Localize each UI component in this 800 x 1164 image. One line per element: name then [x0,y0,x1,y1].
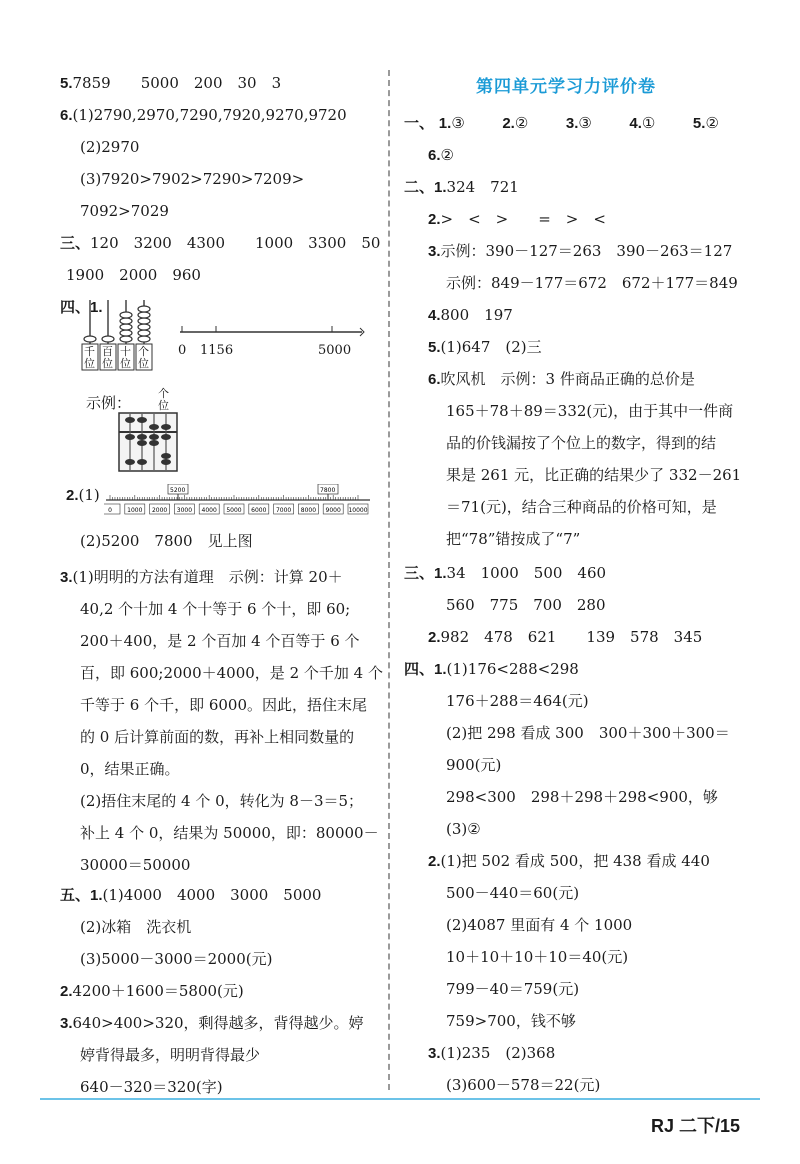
section-5-q1: 五、1.(1)4000 4000 3000 5000 [60,886,322,904]
right-3-1-line2: 560 775 700 280 [446,596,606,614]
number-line-2-mark-label: 7000 [275,507,292,514]
right-4-1-2-line2: 900(元) [446,756,502,774]
right-4-2-2-line3: 799－40＝759(元) [446,980,580,998]
answer-4-3-line7: 0，结果正确。 [80,760,180,778]
number-line-1-end: 5000 [318,343,352,358]
right-2-5: 5.(1)647 (2)三 [428,338,542,356]
number-line-2-mark-label: 0 [108,507,112,514]
answer-4-3-2-line2: 补上 4 个 0，结果为 50000，即：80000－ [80,824,379,842]
section-3: 三、120 3200 4300 1000 3300 50 [60,234,381,252]
answer-4-3-line6: 的 0 后计算前面的数，再补上相同数量的 [80,728,355,746]
number-line-2-mark-label: 5000 [226,507,242,514]
right-4-2-2: (2)4087 里面有 4 个 1000 [446,916,633,934]
footer-rule [40,1098,760,1100]
example-label: 示例： [86,394,132,412]
right-3-2: 2.982 478 621 139 578 345 [428,628,703,646]
right-4-2-2-line4: 759>700，钱不够 [446,1012,576,1030]
number-line-2-box-1-value: 5200 [170,487,186,494]
section-5-q3-line3: 640－320＝320(字) [80,1078,223,1096]
right-2-2: 2.> < > = > < [428,210,606,228]
abacus-2-label: 个位 [158,387,169,412]
right-4-1-line2: 176＋288＝464(元) [446,692,589,710]
right-2-6: 6.吹风机 示例：3 件商品正确的总价是 [428,370,695,388]
abacus-label-hundreds: 百位 [102,345,113,370]
abacus-label-tens: 十位 [120,345,131,370]
right-2-6-line6: 把“78”错按成了“7” [446,530,581,548]
number-line-2-mark-label: 1000 [127,507,143,514]
right-2-6-line5: ＝71(元)，结合三种商品的价格可知，是 [446,498,717,516]
section-5-q1-2: (2)冰箱 洗衣机 [80,918,192,936]
number-line-2-mark-label: 2000 [151,507,168,514]
right-2-4: 4.800 197 [428,306,513,324]
abacus-label-ones: 个位 [138,345,149,370]
right-section-1: 一、 1.③ 2.② 3.③ 4.① 5.② [404,114,719,132]
right-2-3-line2: 示例：849－177＝672 672＋177＝849 [446,274,738,292]
answer-4-3-line4: 百，即 600;2000＋4000，是 2 个千加 4 个 [80,664,383,682]
answer-4-3-2: (2)捂住末尾的 4 个 0，转化为 8－3＝5； [80,792,364,810]
right-2-6-line2: 165＋78＋89＝332(元)，由于其中一件商 [446,402,734,420]
right-2-6-line3: 品的价钱漏按了个位上的数字，得到的结 [446,434,717,452]
right-4-2-line2: 500－440＝60(元) [446,884,580,902]
answer-4-3-2-line3: 30000＝50000 [80,856,191,874]
number-line-2-mark-label: 6000 [251,507,267,514]
answer-4-3-line5: 千等于 6 个千，即 6000。因此，捂住末尾 [80,696,368,714]
right-4-1-3: (3)② [446,820,481,838]
number-line-2-mark-label: 4000 [201,507,217,514]
number-line-1-start: 0 [178,343,187,358]
answer-4-2-2: (2)5200 7800 见上图 [80,532,253,550]
number-line-2 [104,484,374,518]
section-5-q1-3: (3)5000－3000＝2000(元) [80,950,273,968]
number-line-2-mark-label: 10000 [348,507,368,514]
right-4-2-2-line2: 10＋10＋10＋10＝40(元) [446,948,629,966]
right-4-2: 2.(1)把 502 看成 500，把 438 看成 440 [428,852,710,870]
right-4-3-line2: (3)600－578＝22(元) [446,1076,601,1094]
answer-6-2: (2)2970 [80,138,140,156]
unit-title: 第四单元学习力评价卷 [476,77,656,97]
number-line-2-mark-box [104,504,120,514]
number-line-2-mark-label: 3000 [176,507,193,514]
section-4-q1: 四、1. [60,298,103,316]
right-4-1-2-line3: 298<300 298＋298＋298<900，够 [446,788,718,806]
column-divider [388,70,390,1090]
section-5-q2: 2.4200＋1600＝5800(元) [60,982,244,1000]
right-4-1-2: (2)把 298 看成 300 300＋300＋300＝ [446,724,730,742]
right-2-6-line4: 果是 261 元，比正确的结果少了 332－261 [446,466,742,484]
abacus-label-thousands: 千位 [84,345,95,370]
right-2-3: 3.示例：390－127＝263 390－263＝127 [428,242,733,260]
number-line-1-mid: 1156 [200,343,234,358]
answer-4-3-line2: 40,2 个十加 4 个十等于 6 个十，即 60; [80,600,351,618]
right-section-2: 二、1.324 721 [404,178,519,196]
number-line-2-mark-label: 9000 [325,507,341,514]
abacus-diagram-2 [118,412,178,472]
page-number: RJ 二下/15 [650,1116,740,1136]
right-4-3: 3.(1)235 (2)368 [428,1044,556,1062]
answer-4-3-line3: 200＋400，是 2 个百加 4 个百等于 6 个 [80,632,360,650]
answer-6: 6.(1)2790,2970,7290,7920,9270,9720 [60,106,347,124]
section-5-q3-line2: 婷背得最多，明明背得最少 [80,1046,261,1064]
abacus-1-labels [82,346,158,372]
number-line-2-box-2-value: 7800 [320,487,336,494]
answer-6-3: (3)7920>7902>7290>7209> [80,170,305,188]
right-section-4: 四、1.(1)176<288<298 [404,660,579,678]
answer-4-2: 2.(1) [66,486,100,504]
number-line-2-mark-label: 8000 [300,507,317,514]
section-3-cont: 1900 2000 960 [66,266,201,284]
answer-6-3-cont: 7092>7029 [80,202,169,220]
right-section-3: 三、1.34 1000 500 460 [404,564,607,582]
right-1-6: 6.② [428,146,454,164]
answer-5: 5.7859 5000 200 30 3 [60,74,282,92]
section-5-q3: 3.640>400>320，剩得越多，背得越少。婷 [60,1014,364,1032]
answer-4-3: 3.(1)明明的方法有道理 示例：计算 20＋ [60,568,343,586]
